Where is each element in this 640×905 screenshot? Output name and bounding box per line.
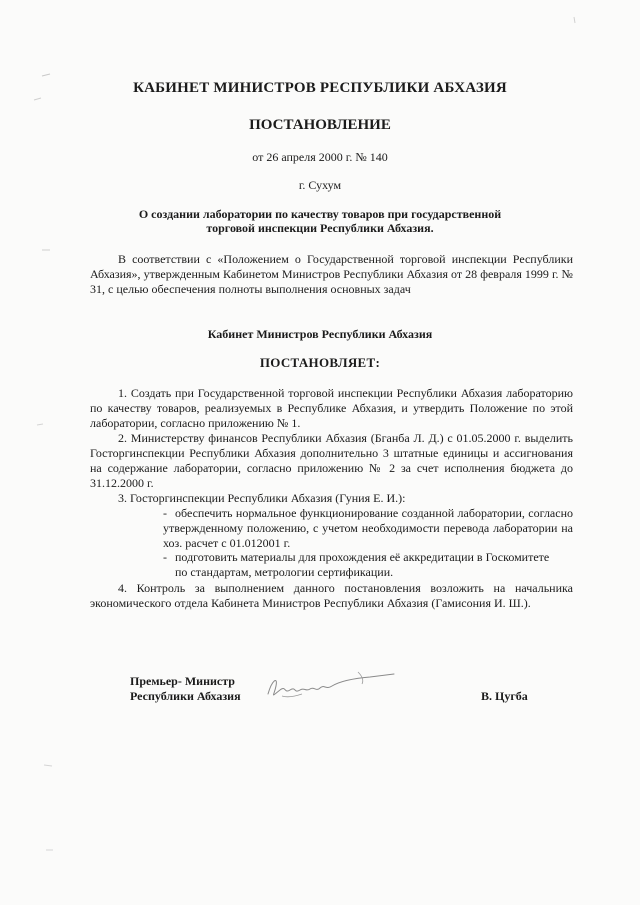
cabinet-line: Кабинет Министров Республики Абхазия	[207, 327, 433, 341]
subject-line-1: О создании лаборатории по качеству товаров при государственной	[138, 207, 502, 221]
scan-speck	[40, 70, 54, 80]
item-4: 4. Контроль за выполнением данного постановления возложить на начальника экономического отдела Кабинета Министров Республики Абхазия (Гамисония И. Ш.).	[90, 581, 573, 610]
item-3: 3. Госторгинспекции Республики Абхазия (Гуния Е. И.):	[118, 491, 406, 505]
position-line-2: Республики Абхазия	[130, 689, 241, 703]
decree-line: ПОСТАНОВЛЯЕТ:	[259, 355, 381, 370]
subject-heading	[0, 207, 640, 235]
date-line: от 26 апреля 2000 г. № 140	[252, 150, 388, 164]
scan-speck	[42, 760, 56, 770]
dash-marker: -	[163, 550, 167, 564]
organization-title: КАБИНЕТ МИНИСТРОВ РЕСПУБЛИКИ АБХАЗИЯ	[133, 80, 507, 96]
item-3-sub-2-line-1: подготовить материалы для прохождения её аккредитации в Госкомитете	[175, 550, 550, 564]
item-3-sub-1	[163, 506, 573, 551]
intro-paragraph: В соответствии с «Положением о Государственной торговой инспекции Республики Абхазия», утвержденным Кабинетом Министров Республики Абхазия от 28 февраля 1999 г. № 31, с целью обеспечения полноты выполнения основных задач	[90, 252, 573, 296]
scan-speck	[32, 95, 46, 105]
scan-speck	[35, 420, 49, 430]
item-1: 1. Создать при Государственной торговой инспекции Республики Абхазия лабораторию по качеству товаров, реализуемых в Республике Абхазия, и утвердить Положение по этой лаборатории, согласно приложению № 1.	[90, 386, 573, 430]
signatory-name: В. Цугба	[481, 689, 528, 703]
signatory-position	[130, 674, 241, 704]
subject-line-2: торговой инспекции Республики Абхазия.	[206, 221, 434, 235]
position-line-1: Премьер- Министр	[130, 674, 235, 688]
item-3-sub-1-text: обеспечить нормальное функционирование созданной лаборатории, согласно утвержденному положению, с учетом необходимости перевода лаборатории на хоз. расчет с 01.012001 г.	[163, 506, 573, 550]
document-type: ПОСТАНОВЛЕНИЕ	[249, 117, 391, 133]
city-line: г. Сухум	[298, 178, 342, 192]
item-3-sub-2	[163, 550, 573, 580]
scan-speck	[44, 845, 58, 855]
item-2: 2. Министерству финансов Республики Абхазия (Бганба Л. Д.) с 01.05.2000 г. выделить Госторгинспекции Республики Абхазия дополнительно 3 штатные единицы и ассигнования на содержание лаборатории, согласно приложению № 2 за счет исполнения бюджета до 31.12.2000 г.	[90, 431, 573, 490]
dash-marker: -	[163, 506, 167, 520]
item-3-sub-2-line-2: по стандартам, метрологии сертификации.	[175, 565, 394, 579]
scan-speck	[40, 245, 54, 255]
scan-speck	[570, 15, 584, 25]
handwritten-signature	[262, 668, 402, 704]
